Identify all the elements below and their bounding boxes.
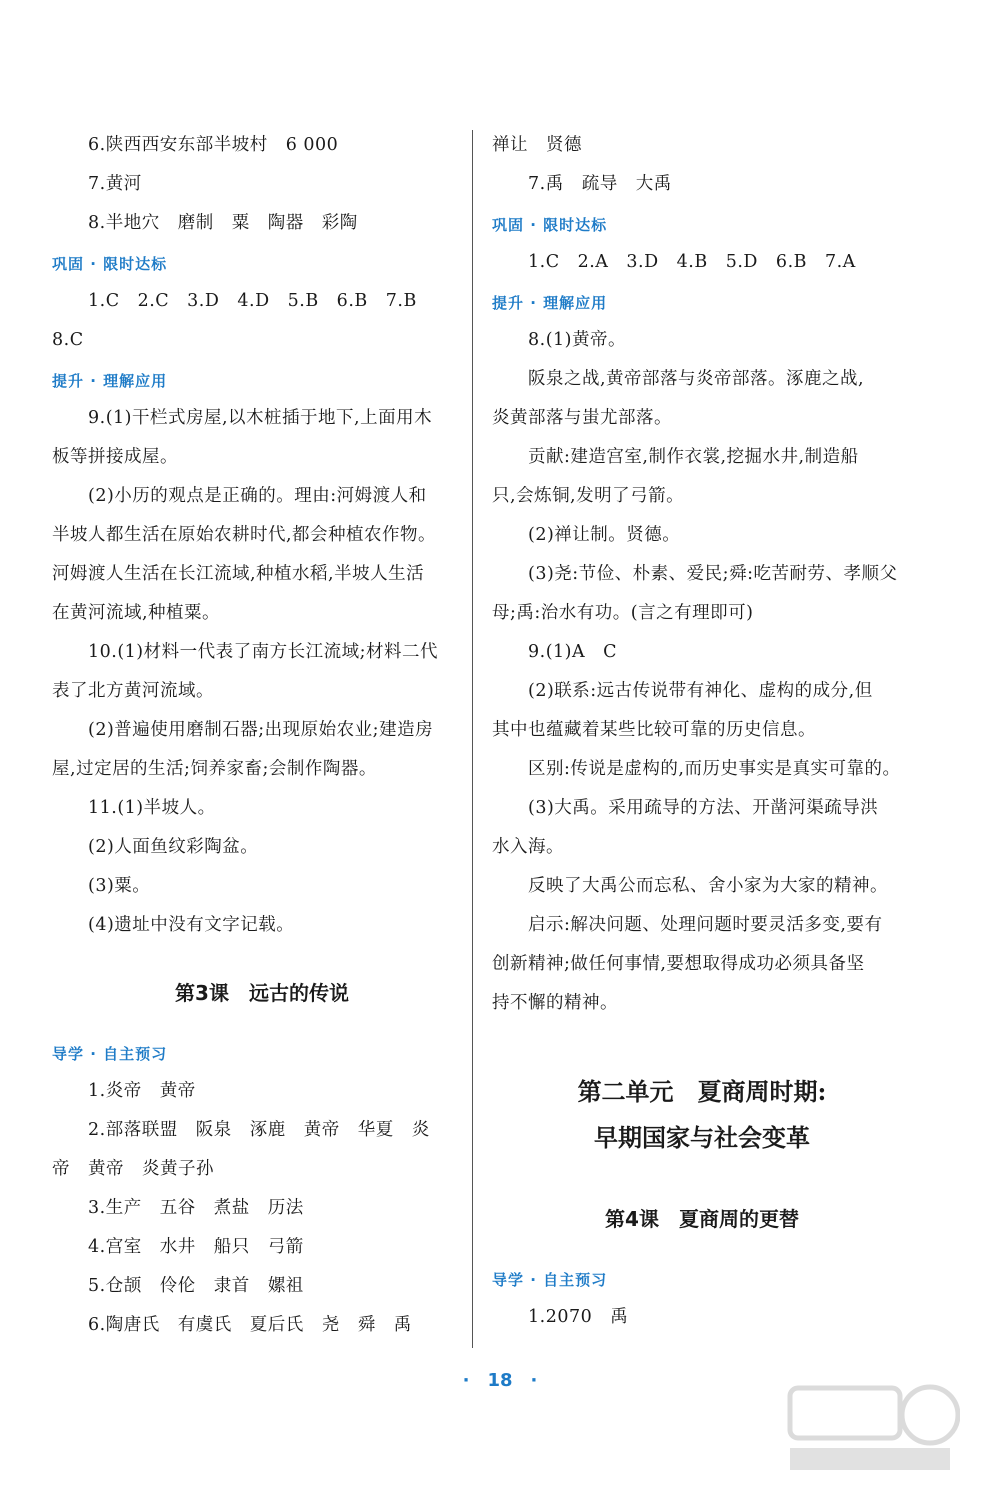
answer-line: 1.炎帝 黄帝 [88, 1081, 196, 1101]
answer-line: 6.陕西西安东部半坡村 6 000 [88, 135, 339, 155]
answer-line: 屋,过定居的生活;饲养家畜;会制作陶器。 [52, 759, 377, 779]
answer-line: 6.陶唐氏 有虞氏 夏后氏 尧 舜 禹 [88, 1315, 412, 1335]
answer-line: (3)粟。 [88, 876, 151, 896]
answer-line: 5.仓颉 伶伦 隶首 嫘祖 [88, 1276, 304, 1296]
answer-line: 9.(1)A C [528, 642, 618, 662]
answer-line: 启示:解决问题、处理问题时要灵活多变,要有 [528, 915, 883, 935]
answer-line: 10.(1)材料一代表了南方长江流域;材料二代 [88, 642, 439, 662]
section-heading: 提升 · 理解应用 [492, 294, 608, 312]
section-heading: 巩固 · 限时达标 [52, 255, 168, 273]
unit-title: 早期国家与社会变革 [594, 1123, 810, 1152]
answer-line: 持不懈的精神。 [492, 993, 618, 1013]
answer-line: 禅让 贤德 [492, 135, 582, 155]
answer-line: 1.C 2.C 3.D 4.D 5.B 6.B 7.B [88, 291, 417, 311]
answer-line: 1.2070 禹 [528, 1307, 629, 1327]
answer-line: 其中也蕴藏着某些比较可靠的历史信息。 [492, 720, 816, 740]
answer-line: 母;禹:治水有功。(言之有理即可) [492, 603, 754, 623]
answer-line: 反映了大禹公而忘私、舍小家为大家的精神。 [528, 876, 888, 896]
answer-line: 11.(1)半坡人。 [88, 798, 216, 818]
answer-line: 水入海。 [492, 837, 564, 857]
answer-line: 板等拼接成屋。 [52, 447, 178, 467]
answer-line: 1.C 2.A 3.D 4.B 5.D 6.B 7.A [528, 252, 856, 272]
answer-line: 3.生产 五谷 煮盐 历法 [88, 1198, 304, 1218]
left-column [52, 130, 472, 1349]
answer-line: 炎黄部落与蚩尤部落。 [492, 408, 672, 428]
answer-line: 8.半地穴 磨制 粟 陶器 彩陶 [88, 213, 358, 233]
answer-line: 阪泉之战,黄帝部落与炎帝部落。涿鹿之战, [528, 369, 865, 389]
answer-line: 表了北方黄河流域。 [52, 681, 214, 701]
column-divider [472, 130, 473, 1348]
section-heading: 导学 · 自主预习 [52, 1045, 168, 1063]
watermark-logo [780, 1370, 960, 1480]
answer-line: 2.部落联盟 阪泉 涿鹿 黄帝 华夏 炎 [88, 1120, 430, 1140]
answer-line: (2)小历的观点是正确的。理由:河姆渡人和 [88, 486, 427, 506]
answer-line: 河姆渡人生活在长江流域,种植水稻,半坡人生活 [52, 564, 425, 584]
answer-line: 7.禹 疏导 大禹 [528, 174, 672, 194]
answer-line: (2)普遍使用磨制石器;出现原始农业;建造房 [88, 720, 434, 740]
answer-line: (4)遗址中没有文字记载。 [88, 915, 295, 935]
section-heading: 巩固 · 限时达标 [492, 216, 608, 234]
section-heading: 导学 · 自主预习 [492, 1271, 608, 1289]
right-column [492, 130, 912, 1341]
lesson-title: 第3课 远古的传说 [175, 981, 349, 1005]
answer-line: 8.(1)黄帝。 [528, 330, 626, 350]
lesson-title: 第4课 夏商周的更替 [605, 1207, 799, 1231]
answer-line: 帝 黄帝 炎黄子孙 [52, 1159, 214, 1179]
answer-line: 9.(1)干栏式房屋,以木桩插于地下,上面用木 [88, 408, 433, 428]
answer-line: 贡献:建造宫室,制作衣裳,挖掘水井,制造船 [528, 447, 859, 467]
answer-line: 半坡人都生活在原始农耕时代,都会种植农作物。 [52, 525, 437, 545]
page-number: · 18 · [462, 1370, 538, 1391]
answer-line: 7.黄河 [88, 174, 142, 194]
answer-line: 只,会炼铜,发明了弓箭。 [492, 486, 685, 506]
answer-line: 8.C [52, 330, 84, 350]
answer-line: 在黄河流域,种植粟。 [52, 603, 221, 623]
answer-line: (3)大禹。采用疏导的方法、开凿河渠疏导洪 [528, 798, 879, 818]
answer-line: 创新精神;做任何事情,要想取得成功必须具备坚 [492, 954, 865, 974]
answer-line: 区别:传说是虚构的,而历史事实是真实可靠的。 [528, 759, 901, 779]
answer-line: 4.宫室 水井 船只 弓箭 [88, 1237, 304, 1257]
unit-title: 第二单元 夏商周时期: [577, 1077, 827, 1106]
answer-line: (3)尧:节俭、朴素、爱民;舜:吃苦耐劳、孝顺父 [528, 564, 898, 584]
section-heading: 提升 · 理解应用 [52, 372, 168, 390]
answer-line: (2)禅让制。贤德。 [528, 525, 681, 545]
answer-line: (2)联系:远古传说带有神化、虚构的成分,但 [528, 681, 873, 701]
answer-line: (2)人面鱼纹彩陶盆。 [88, 837, 259, 857]
